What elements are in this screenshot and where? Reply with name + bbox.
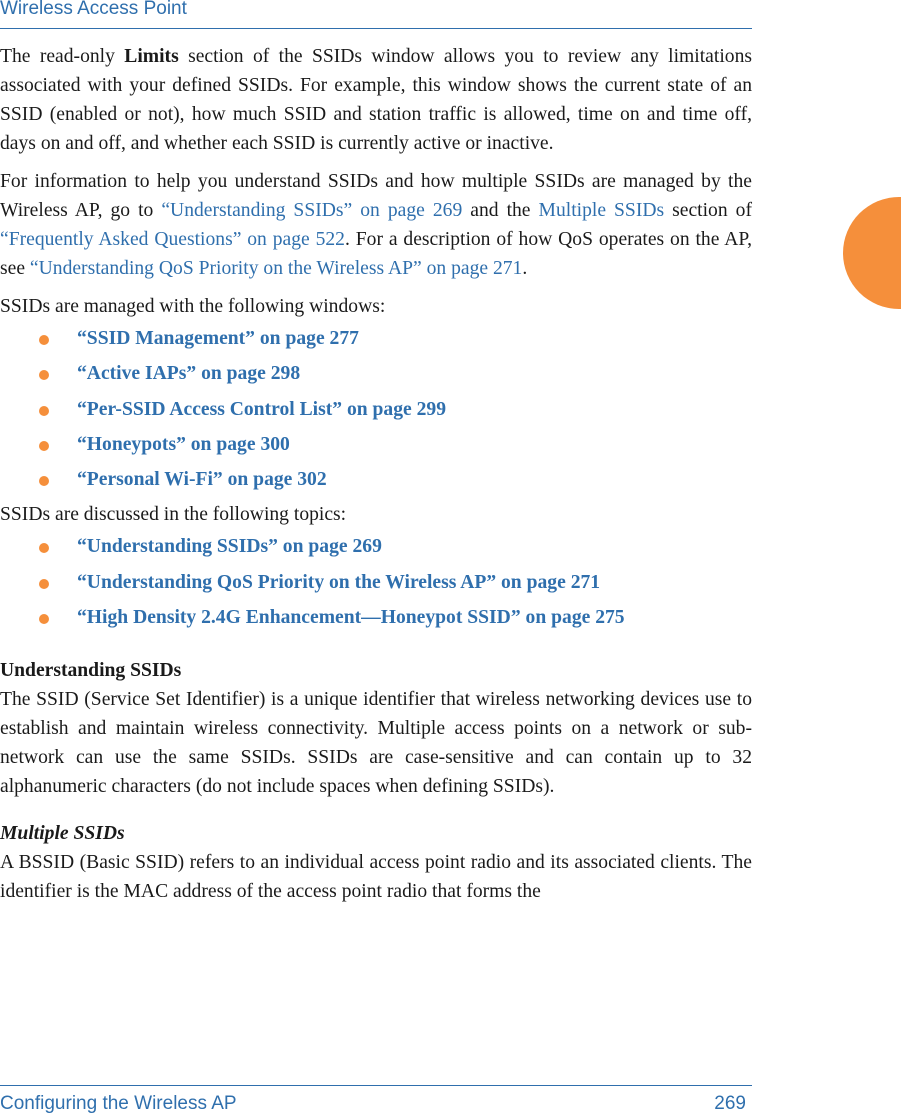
list-item[interactable]: “Active IAPs” on page 298	[0, 359, 752, 394]
limits-term: Limits	[124, 46, 179, 67]
link-faq[interactable]: “Frequently Asked Questions” on page 522	[0, 229, 345, 250]
windows-intro: SSIDs are managed with the following windows:	[0, 296, 386, 317]
link-understanding-ssids[interactable]: “Understanding SSIDs” on page 269	[161, 200, 463, 221]
footer-chapter: Configuring the Wireless AP	[0, 1093, 237, 1114]
list-item[interactable]: “Per-SSID Access Control List” on page 299	[0, 395, 752, 430]
topics-list	[0, 532, 752, 638]
list-item[interactable]: “Understanding QoS Priority on the Wireless AP” on page 271	[0, 568, 752, 603]
list-item[interactable]: “High Density 2.4G Enhancement—Honeypot SSID” on page 275	[0, 603, 752, 638]
bullet-icon	[39, 543, 49, 553]
bullet-icon	[39, 614, 49, 624]
section-paragraph: The SSID (Service Set Identifier) is a unique identifier that wireless networking devices use to establish and maintain wireless connectivity. Multiple access points on a network or sub-network can use the same SSIDs. SSIDs are case-sensitive and can contain up to 32 alphanumeric characters (do not include spaces when defining SSIDs).	[0, 689, 752, 798]
bullet-icon	[39, 441, 49, 451]
header-title: Wireless Access Point	[0, 0, 187, 19]
list-item[interactable]: “Personal Wi-Fi” on page 302	[0, 465, 752, 500]
bullet-icon	[39, 406, 49, 416]
section-heading: Understanding SSIDs	[0, 660, 182, 682]
intro-paragraph: The read-only Limits section of the SSIDs window allows you to review any limitations associated with your defined SSIDs. For example, this window shows the current state of an SSID (enabled or not), how much SSID and station traffic is allowed, time on and time off, days on and off, and whether each SSID is currently active or inactive.	[0, 46, 752, 154]
subsection-heading: Multiple SSIDs	[0, 823, 125, 845]
bullet-icon	[39, 579, 49, 589]
bullet-icon	[39, 335, 49, 345]
link-qos-priority[interactable]: “Understanding QoS Priority on the Wireless AP” on page 271	[29, 258, 523, 279]
page-number: 269	[714, 1093, 746, 1114]
bullet-icon	[39, 370, 49, 380]
running-header	[0, 0, 752, 29]
subsection-paragraph: A BSSID (Basic SSID) refers to an individual access point radio and its associated clients. The identifier is the MAC address of the access point radio that forms the	[0, 852, 752, 903]
page-body	[0, 42, 752, 906]
list-item[interactable]: “SSID Management” on page 277	[0, 324, 752, 359]
reference-paragraph: For information to help you understand SSIDs and how multiple SSIDs are managed by the Wireless AP, go to “Understanding SSIDs” on page 269 and the Multiple SSIDs section of “Frequently Asked Questions” on page 522. For a description of how QoS operates on the AP, see “Understanding QoS Priority on the Wireless AP” on page 271.	[0, 171, 752, 279]
topics-intro: SSIDs are discussed in the following topics:	[0, 504, 347, 526]
bullet-icon	[39, 476, 49, 486]
chapter-tab-marker	[843, 197, 901, 309]
windows-list	[0, 324, 752, 500]
link-multiple-ssids[interactable]: Multiple SSIDs	[538, 200, 665, 221]
running-footer	[0, 1085, 752, 1115]
list-item[interactable]: “Understanding SSIDs” on page 269	[0, 532, 752, 567]
list-item[interactable]: “Honeypots” on page 300	[0, 430, 752, 465]
